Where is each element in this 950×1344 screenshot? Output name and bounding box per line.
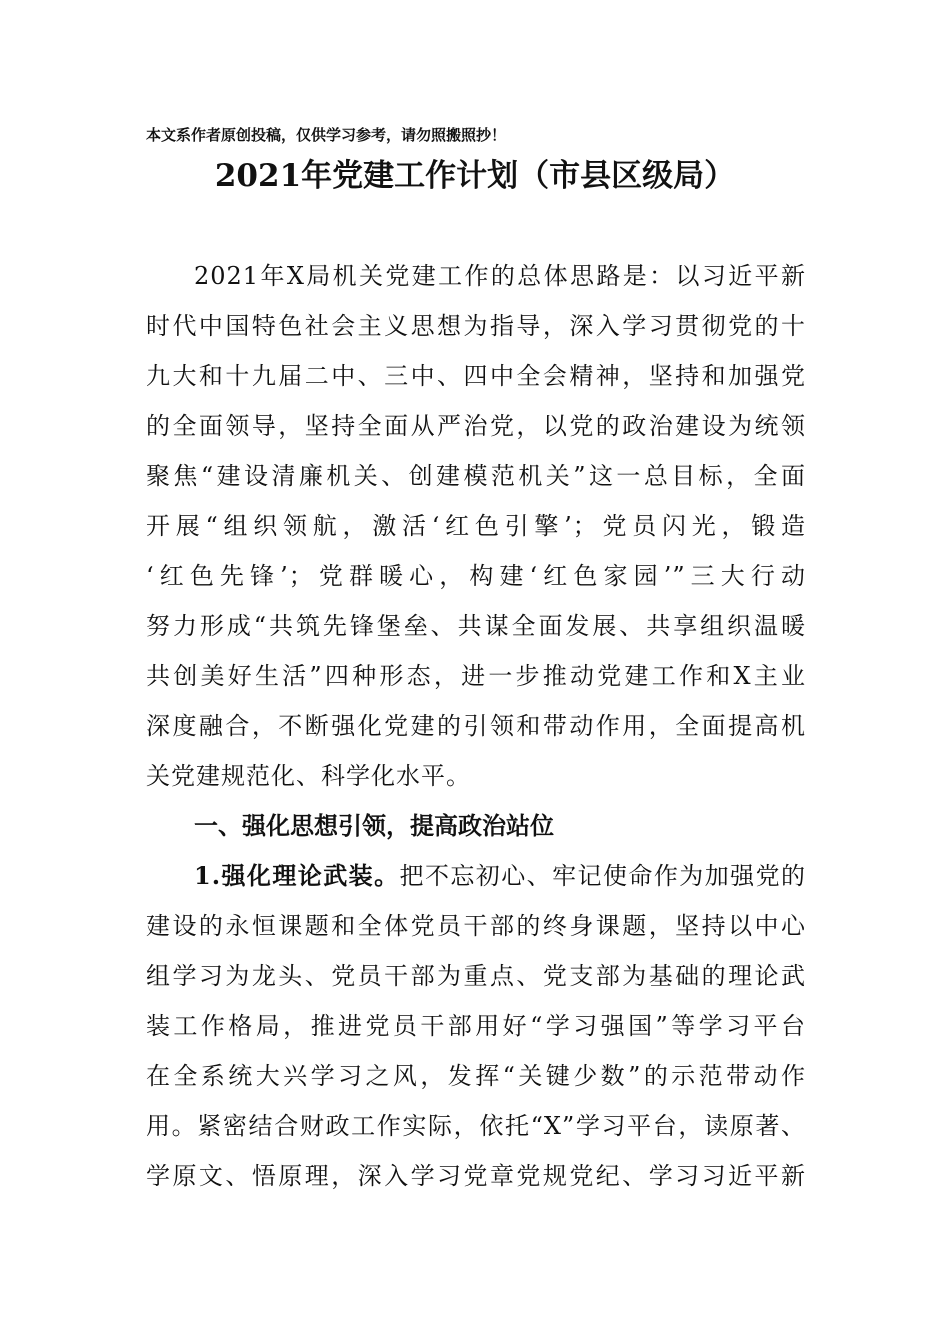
item-first-line <box>194 861 806 891</box>
section-heading: 一、强化思想引领，提高政治站位 <box>194 812 554 840</box>
item-label: 1.强化理论武装。 <box>194 861 400 890</box>
intro-line: 开展“组织领航，激活‘红色引擎’；党员闪光，锻造 <box>146 512 806 540</box>
item-line: 学原文、悟原理，深入学习党章党规党纪、学习习近平新 <box>146 1162 806 1190</box>
intro-line: 深度融合，不断强化党建的引领和带动作用，全面提高机 <box>146 712 806 740</box>
item-line: 装工作格局，推进党员干部用好“学习强国”等学习平台 <box>146 1012 806 1040</box>
item-line: 用。紧密结合财政工作实际，依托“X”学习平台，读原著、 <box>146 1112 806 1140</box>
item-line: 在全系统大兴学习之风，发挥“关键少数”的示范带动作 <box>146 1062 806 1090</box>
document-title: 2021年党建工作计划（市县区级局） <box>214 158 736 194</box>
intro-line: 共创美好生活”四种形态，进一步推动党建工作和X主业 <box>146 662 806 690</box>
intro-line: 时代中国特色社会主义思想为指导，深入学习贯彻党的十 <box>146 312 806 340</box>
copyright-notice: 本文系作者原创投稿，仅供学习参考，请勿照搬照抄！ <box>146 126 507 144</box>
item-text: 把不忘初心、牢记使命作为加强党的 <box>399 862 806 890</box>
intro-line: ‘红色先锋’；党群暖心，构建‘红色家园’”三大行动 <box>146 562 806 590</box>
intro-line: 关党建规范化、科学化水平。 <box>146 762 471 790</box>
intro-line: 聚焦“建设清廉机关、创建模范机关”这一总目标，全面 <box>146 462 806 490</box>
intro-line: 九大和十九届二中、三中、四中全会精神，坚持和加强党 <box>146 362 806 390</box>
item-line: 建设的永恒课题和全体党员干部的终身课题，坚持以中心 <box>146 912 806 940</box>
intro-line: 的全面领导，坚持全面从严治党，以党的政治建设为统领 <box>146 412 806 440</box>
intro-line: 努力形成“共筑先锋堡垒、共谋全面发展、共享组织温暖 <box>146 612 806 640</box>
intro-line: 2021年X局机关党建工作的总体思路是：以习近平新 <box>194 262 806 290</box>
item-line: 组学习为龙头、党员干部为重点、党支部为基础的理论武 <box>146 962 806 990</box>
